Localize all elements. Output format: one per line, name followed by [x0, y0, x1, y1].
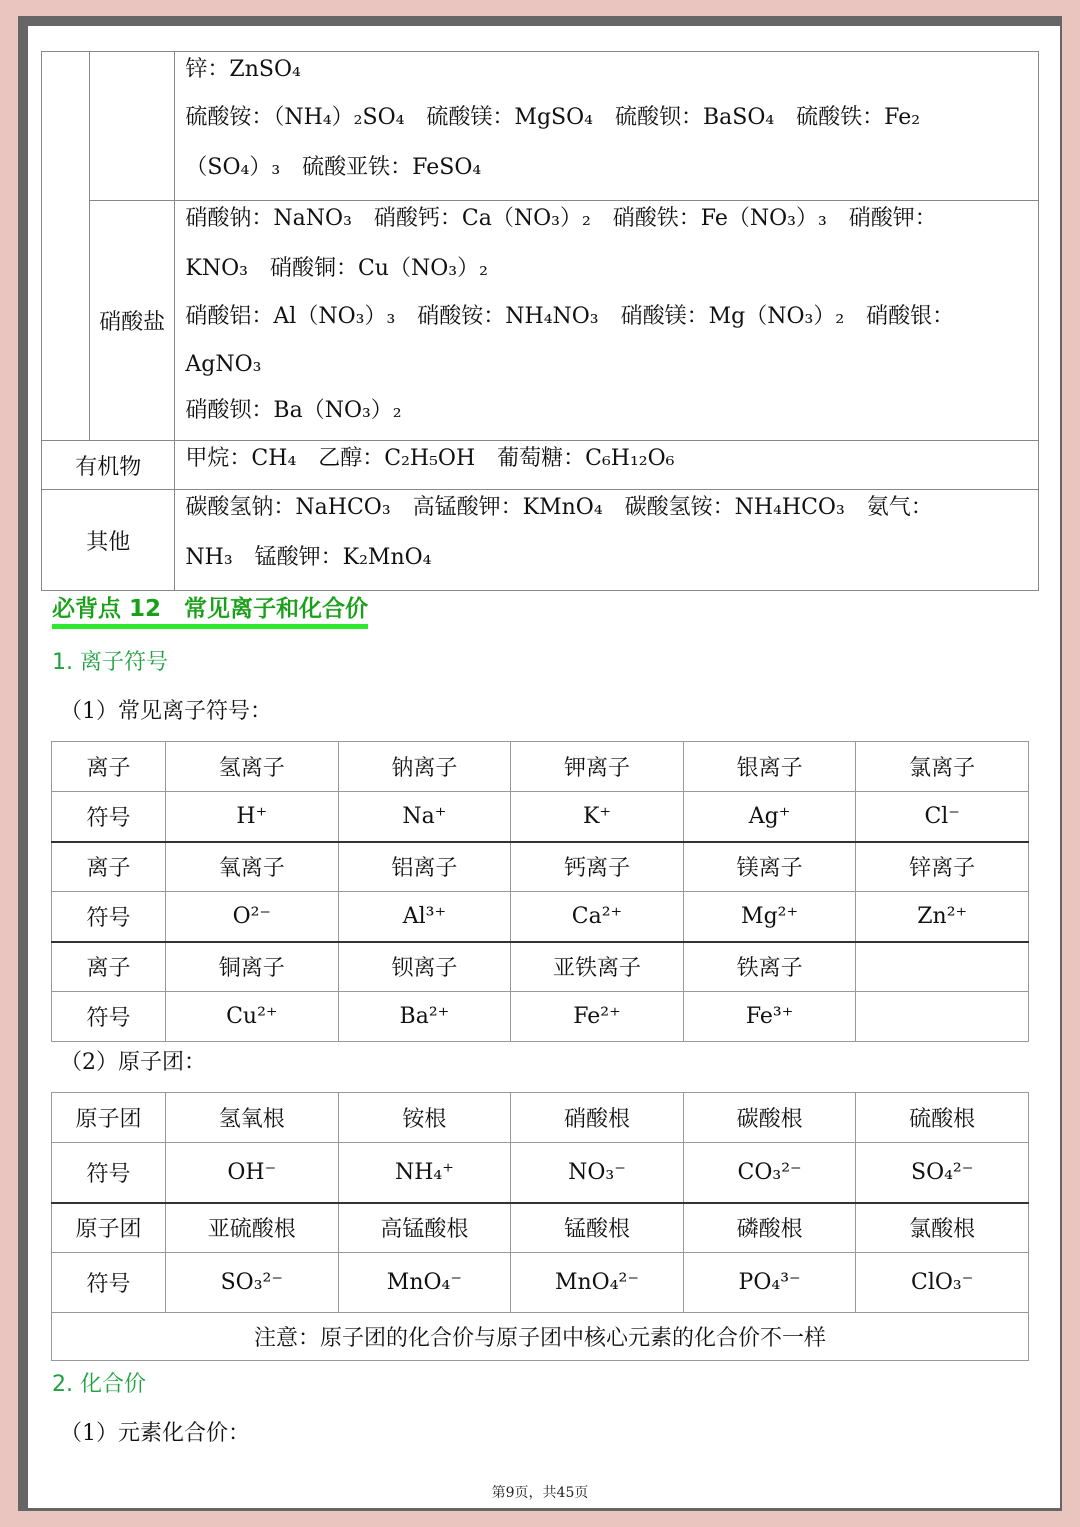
salt-table — [41, 51, 1039, 591]
table-row — [52, 792, 1029, 842]
row-label: 原子团 — [52, 1203, 166, 1253]
radical-symbol: CO₃²⁻ — [683, 1143, 856, 1203]
formula-line: KNO₃ 硝酸铜：Cu（NO₃）₂ — [185, 256, 488, 281]
radical-symbol: SO₃²⁻ — [166, 1253, 339, 1313]
table-row — [52, 892, 1029, 942]
table-cell — [175, 441, 1039, 490]
ion-name — [856, 942, 1029, 992]
paragraph-common-ions: （1）常见离子符号： — [60, 699, 272, 724]
table-row — [52, 842, 1029, 892]
table-row — [52, 1253, 1029, 1313]
table-cell — [175, 201, 1039, 441]
ion-symbol: K⁺ — [511, 792, 684, 842]
radical-symbol: MnO₄²⁻ — [511, 1253, 684, 1313]
radical-name: 碳酸根 — [683, 1093, 856, 1143]
table-row — [52, 1203, 1029, 1253]
ion-symbol: O²⁻ — [166, 892, 339, 942]
formula-line: NH₃ 锰酸钾：K₂MnO₄ — [185, 545, 432, 570]
page-footer: 第9页，共45页 — [491, 1485, 589, 1501]
row-label: 原子团 — [52, 1093, 166, 1143]
paragraph-element-valence: （1）元素化合价： — [60, 1421, 250, 1446]
radical-table — [51, 1092, 1029, 1361]
radical-symbol: OH⁻ — [166, 1143, 339, 1203]
ion-symbol: Ag⁺ — [683, 792, 856, 842]
formula-line: AgNO₃ — [185, 352, 262, 377]
radical-name: 硫酸根 — [856, 1093, 1029, 1143]
row-label: 离子 — [52, 942, 166, 992]
ion-name: 钠离子 — [338, 742, 511, 792]
table-row — [52, 942, 1029, 992]
table-row — [52, 1093, 1029, 1143]
ion-symbol: Ba²⁺ — [338, 992, 511, 1042]
table-cell — [89, 52, 175, 201]
formula-line: 硝酸铝：Al（NO₃）₃ 硝酸铵：NH₄NO₃ 硝酸镁：Mg（NO₃）₂ 硝酸银： — [185, 304, 955, 329]
heading-ion-symbols: 1. 离子符号 — [52, 650, 168, 675]
category-label: 硝酸盐 — [89, 201, 175, 441]
formula-line: （SO₄）₃ 硫酸亚铁：FeSO₄ — [185, 155, 482, 180]
table-row — [42, 490, 1039, 591]
radical-name: 亚硫酸根 — [166, 1203, 339, 1253]
ion-name: 氧离子 — [166, 842, 339, 892]
ion-symbol: Fe²⁺ — [511, 992, 684, 1042]
table-row — [52, 742, 1029, 792]
paragraph-radicals: （2）原子团： — [60, 1050, 206, 1075]
radical-symbol: NH₄⁺ — [338, 1143, 511, 1203]
table-row — [52, 1313, 1029, 1361]
ion-table — [51, 741, 1029, 1042]
radical-name: 硝酸根 — [511, 1093, 684, 1143]
ion-name: 铜离子 — [166, 942, 339, 992]
table-row — [42, 441, 1039, 490]
heading-valence: 2. 化合价 — [52, 1372, 146, 1397]
radical-name: 磷酸根 — [683, 1203, 856, 1253]
ion-symbol: Cl⁻ — [856, 792, 1029, 842]
row-label: 符号 — [52, 992, 166, 1042]
ion-name: 亚铁离子 — [511, 942, 684, 992]
table-row — [52, 1143, 1029, 1203]
ion-symbol: Ca²⁺ — [511, 892, 684, 942]
radical-name: 锰酸根 — [511, 1203, 684, 1253]
radical-name: 高锰酸根 — [338, 1203, 511, 1253]
ion-name: 锌离子 — [856, 842, 1029, 892]
radical-symbol: NO₃⁻ — [511, 1143, 684, 1203]
radical-symbol: ClO₃⁻ — [856, 1253, 1029, 1313]
radical-name: 氯酸根 — [856, 1203, 1029, 1253]
row-label: 符号 — [52, 1143, 166, 1203]
formula-line: 甲烷：CH₄ 乙醇：C₂H₅OH 葡萄糖：C₆H₁₂O₆ — [185, 446, 675, 471]
ion-name: 铁离子 — [683, 942, 856, 992]
table-cell — [175, 490, 1039, 591]
row-label: 离子 — [52, 742, 166, 792]
table-cell — [42, 52, 90, 441]
ion-name: 钡离子 — [338, 942, 511, 992]
radical-symbol: SO₄²⁻ — [856, 1143, 1029, 1203]
row-label: 符号 — [52, 1253, 166, 1313]
ion-name: 铝离子 — [338, 842, 511, 892]
table-row — [42, 52, 1039, 201]
table-row — [42, 201, 1039, 441]
category-label: 有机物 — [42, 441, 175, 490]
formula-line: 硫酸铵：（NH₄）₂SO₄ 硫酸镁：MgSO₄ 硫酸钡：BaSO₄ 硫酸铁：Fe₂ — [185, 105, 921, 130]
ion-name: 氢离子 — [166, 742, 339, 792]
formula-line: 硝酸钡：Ba（NO₃）₂ — [185, 398, 402, 423]
ion-symbol: Zn²⁺ — [856, 892, 1029, 942]
row-label: 离子 — [52, 842, 166, 892]
ion-symbol: Mg²⁺ — [683, 892, 856, 942]
radical-name: 铵根 — [338, 1093, 511, 1143]
ion-symbol: Al³⁺ — [338, 892, 511, 942]
formula-line: 硝酸钠：NaNO₃ 硝酸钙：Ca（NO₃）₂ 硝酸铁：Fe（NO₃）₃ 硝酸钾： — [185, 206, 937, 231]
ion-name: 钙离子 — [511, 842, 684, 892]
note: 注意：原子团的化合价与原子团中核心元素的化合价不一样 — [52, 1313, 1029, 1361]
ion-name: 氯离子 — [856, 742, 1029, 792]
radical-name: 氢氧根 — [166, 1093, 339, 1143]
ion-symbol: Na⁺ — [338, 792, 511, 842]
row-label: 符号 — [52, 792, 166, 842]
row-label: 符号 — [52, 892, 166, 942]
radical-symbol: MnO₄⁻ — [338, 1253, 511, 1313]
ion-symbol: Fe³⁺ — [683, 992, 856, 1042]
radical-symbol: PO₄³⁻ — [683, 1253, 856, 1313]
table-row — [52, 992, 1029, 1042]
ion-symbol: H⁺ — [166, 792, 339, 842]
ion-name: 银离子 — [683, 742, 856, 792]
section-title: 必背点 12 常见离子和化合价 — [52, 594, 368, 629]
ion-name: 钾离子 — [511, 742, 684, 792]
ion-symbol: Cu²⁺ — [166, 992, 339, 1042]
category-label: 其他 — [42, 490, 175, 591]
formula-line: 锌：ZnSO₄ — [185, 57, 301, 82]
table-cell — [175, 52, 1039, 201]
formula-line: 碳酸氢钠：NaHCO₃ 高锰酸钾：KMnO₄ 碳酸氢铵：NH₄HCO₃ 氨气： — [185, 495, 933, 520]
ion-symbol — [856, 992, 1029, 1042]
ion-name: 镁离子 — [683, 842, 856, 892]
